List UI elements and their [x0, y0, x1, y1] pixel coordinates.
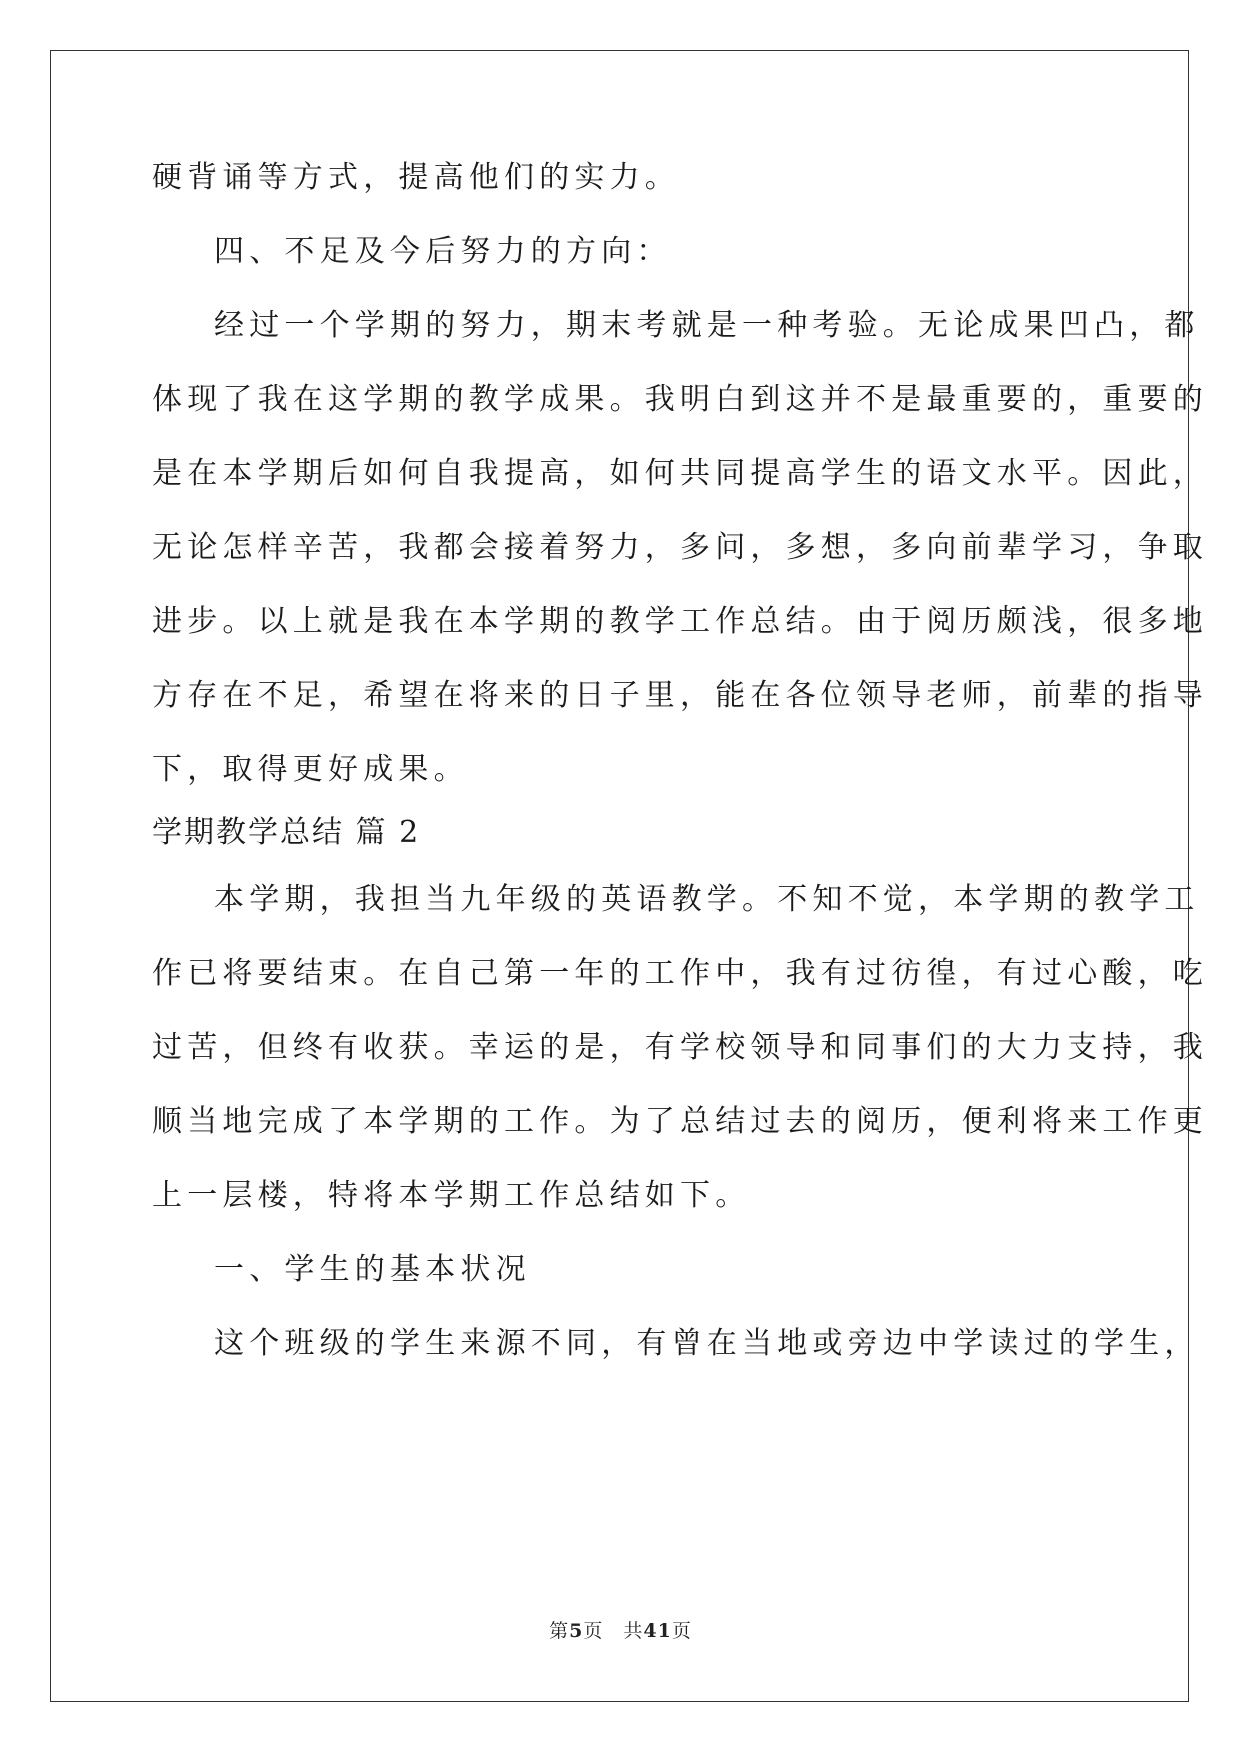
current-page-number: 5: [569, 1620, 584, 1642]
section-heading-4: 四、不足及今后努力的方向：: [214, 234, 672, 269]
body-line-13: 过苦，但终有收获。幸运的是，有学校领导和同事们的大力支持，我: [152, 1030, 1208, 1065]
body-line-17: 这个班级的学生来源不同，有曾在当地或旁边中学读过的学生，: [214, 1326, 1200, 1361]
page-border: [50, 50, 1189, 1702]
body-line-14: 顺当地完成了本学期的工作。为了总结过去的阅历，便利将来工作更: [152, 1104, 1208, 1139]
body-line-11: 本学期，我担当九年级的英语教学。不知不觉，本学期的教学工: [214, 882, 1200, 917]
body-line-8: 方存在不足，希望在将来的日子里，能在各位领导老师，前辈的指导: [152, 678, 1208, 713]
total-prefix: 共: [623, 1620, 644, 1642]
page-suffix: 页: [583, 1620, 604, 1642]
body-line-1: 硬背诵等方式，提高他们的实力。: [152, 160, 680, 195]
body-line-15: 上一层楼，特将本学期工作总结如下。: [152, 1178, 751, 1213]
body-line-5: 是在本学期后如何自我提高，如何共同提高学生的语文水平。因此，: [152, 456, 1208, 491]
body-line-12: 作已将要结束。在自己第一年的工作中，我有过彷徨，有过心酸，吃: [152, 956, 1208, 991]
section-heading-1: 一、学生的基本状况: [214, 1252, 531, 1287]
page-footer: [0, 1619, 1241, 1643]
total-page-count: 41: [643, 1620, 672, 1642]
article-title: 学期教学总结 篇 2: [152, 815, 421, 850]
body-line-6: 无论怎样辛苦，我都会接着努力，多问，多想，多向前辈学习，争取: [152, 530, 1208, 565]
page-prefix: 第: [549, 1620, 570, 1642]
body-line-4: 体现了我在这学期的教学成果。我明白到这并不是最重要的，重要的: [152, 382, 1208, 417]
body-line-7: 进步。以上就是我在本学期的教学工作总结。由于阅历颇浅，很多地: [152, 604, 1208, 639]
total-suffix: 页: [671, 1620, 692, 1642]
body-line-3: 经过一个学期的努力，期末考就是一种考验。无论成果凹凸，都: [214, 308, 1200, 343]
body-line-9: 下，取得更好成果。: [152, 752, 469, 787]
